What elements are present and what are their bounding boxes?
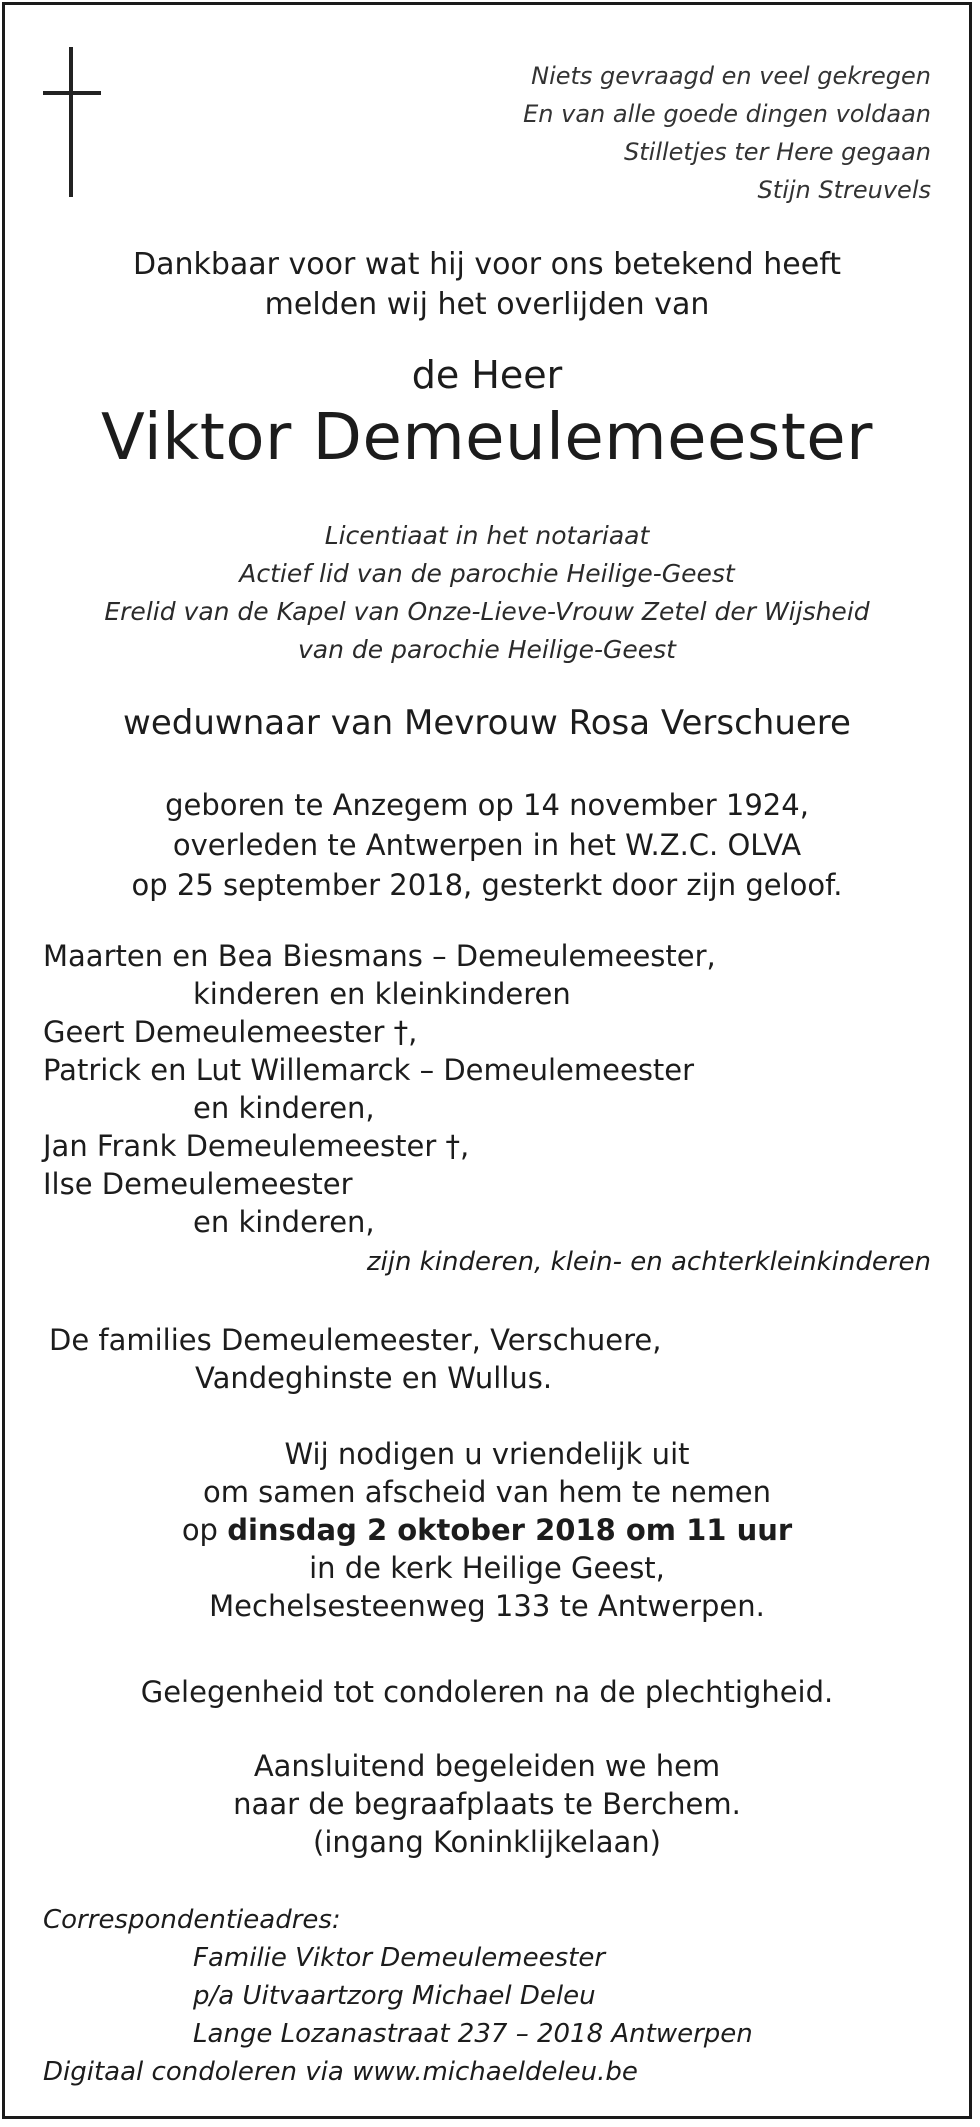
correspondence-label: Correspondentieadres:: [43, 1905, 341, 1935]
family-line: Maarten en Bea Biesmans – Demeulemeester,: [43, 939, 716, 973]
correspondence-line: Familie Viktor Demeulemeester: [193, 1943, 606, 1973]
role-line: van de parochie Heilige-Geest: [298, 635, 676, 664]
intro: [5, 245, 969, 325]
family-line: Geert Demeulemeester †,: [43, 1015, 418, 1049]
invite-line: Mechelsesteenweg 133 te Antwerpen.: [209, 1589, 765, 1623]
poem-line: Stilletjes ter Here gegaan: [624, 138, 931, 166]
families-line: Vandeghinste en Wullus.: [195, 1361, 553, 1395]
burial-line: (ingang Koninklijkelaan): [313, 1825, 661, 1859]
intro-line: melden wij het overlijden van: [264, 287, 710, 322]
family-list: [43, 937, 716, 1241]
family-line: Patrick en Lut Willemarck – Demeulemeester: [43, 1053, 695, 1087]
family-line: Ilse Demeulemeester: [43, 1167, 353, 1201]
roles: [5, 517, 969, 669]
invite-line: in de kerk Heilige Geest,: [309, 1551, 665, 1585]
role-line: Licentiaat in het notariaat: [324, 521, 650, 550]
burial-line: naar de begraafplaats te Berchem.: [233, 1787, 741, 1821]
death-date-line: op 25 september 2018, gesterkt door zijn geloof.: [131, 868, 843, 902]
invite-date-line: [5, 1511, 969, 1549]
family-line: Jan Frank Demeulemeester †,: [43, 1129, 470, 1163]
burial-line: Aansluitend begeleiden we hem: [253, 1749, 721, 1783]
invite-line: Wij nodigen u vriendelijk uit: [284, 1437, 690, 1471]
burial-info: [5, 1747, 969, 1861]
invite-date-prefix: op: [181, 1513, 218, 1547]
dates: [5, 785, 969, 905]
invite-line: om samen afscheid van hem te nemen: [202, 1475, 772, 1509]
kin-label: zijn kinderen, klein- en achterkleinkinderen: [366, 1247, 931, 1277]
role-line: Erelid van de Kapel van Onze-Lieve-Vrouw Zetel der Wijsheid: [104, 597, 870, 626]
correspondence: [43, 1901, 753, 2091]
family-line: kinderen en kleinkinderen: [193, 977, 571, 1011]
correspondence-line: p/a Uitvaartzorg Michael Deleu: [193, 1981, 596, 2011]
birth-line: geboren te Anzegem op 14 november 1924,: [165, 788, 809, 822]
honorific: de Heer: [411, 353, 563, 397]
digital-condolence-link[interactable]: Digitaal condoleren via www.michaeldeleu.be: [43, 2057, 638, 2087]
family-line: en kinderen,: [193, 1091, 375, 1125]
invitation: [5, 1435, 969, 1625]
poem-author: Stijn Streuvels: [757, 176, 931, 204]
families: [49, 1321, 661, 1397]
widower-line: weduwnaar van Mevrouw Rosa Verschuere: [123, 703, 851, 743]
death-line: overleden te Antwerpen in het W.Z.C. OLVA: [172, 828, 802, 862]
families-line: De families Demeulemeester, Verschuere,: [49, 1323, 662, 1357]
deceased-name: Viktor Demeulemeester: [101, 401, 873, 475]
obituary-card: [2, 2, 972, 2119]
correspondence-line: Lange Lozanastraat 237 – 2018 Antwerpen: [193, 2019, 753, 2049]
poem: [523, 57, 931, 209]
condolence-note: Gelegenheid tot condoleren na de plechtigheid.: [140, 1675, 834, 1709]
poem-line: En van alle goede dingen voldaan: [523, 100, 931, 128]
role-line: Actief lid van de parochie Heilige-Geest: [239, 559, 735, 588]
intro-line: Dankbaar voor wat hij voor ons betekend heeft: [133, 247, 841, 282]
ceremony-date: dinsdag 2 oktober 2018 om 11 uur: [227, 1513, 793, 1547]
poem-line: Niets gevraagd en veel gekregen: [531, 62, 931, 90]
family-line: en kinderen,: [193, 1205, 375, 1239]
